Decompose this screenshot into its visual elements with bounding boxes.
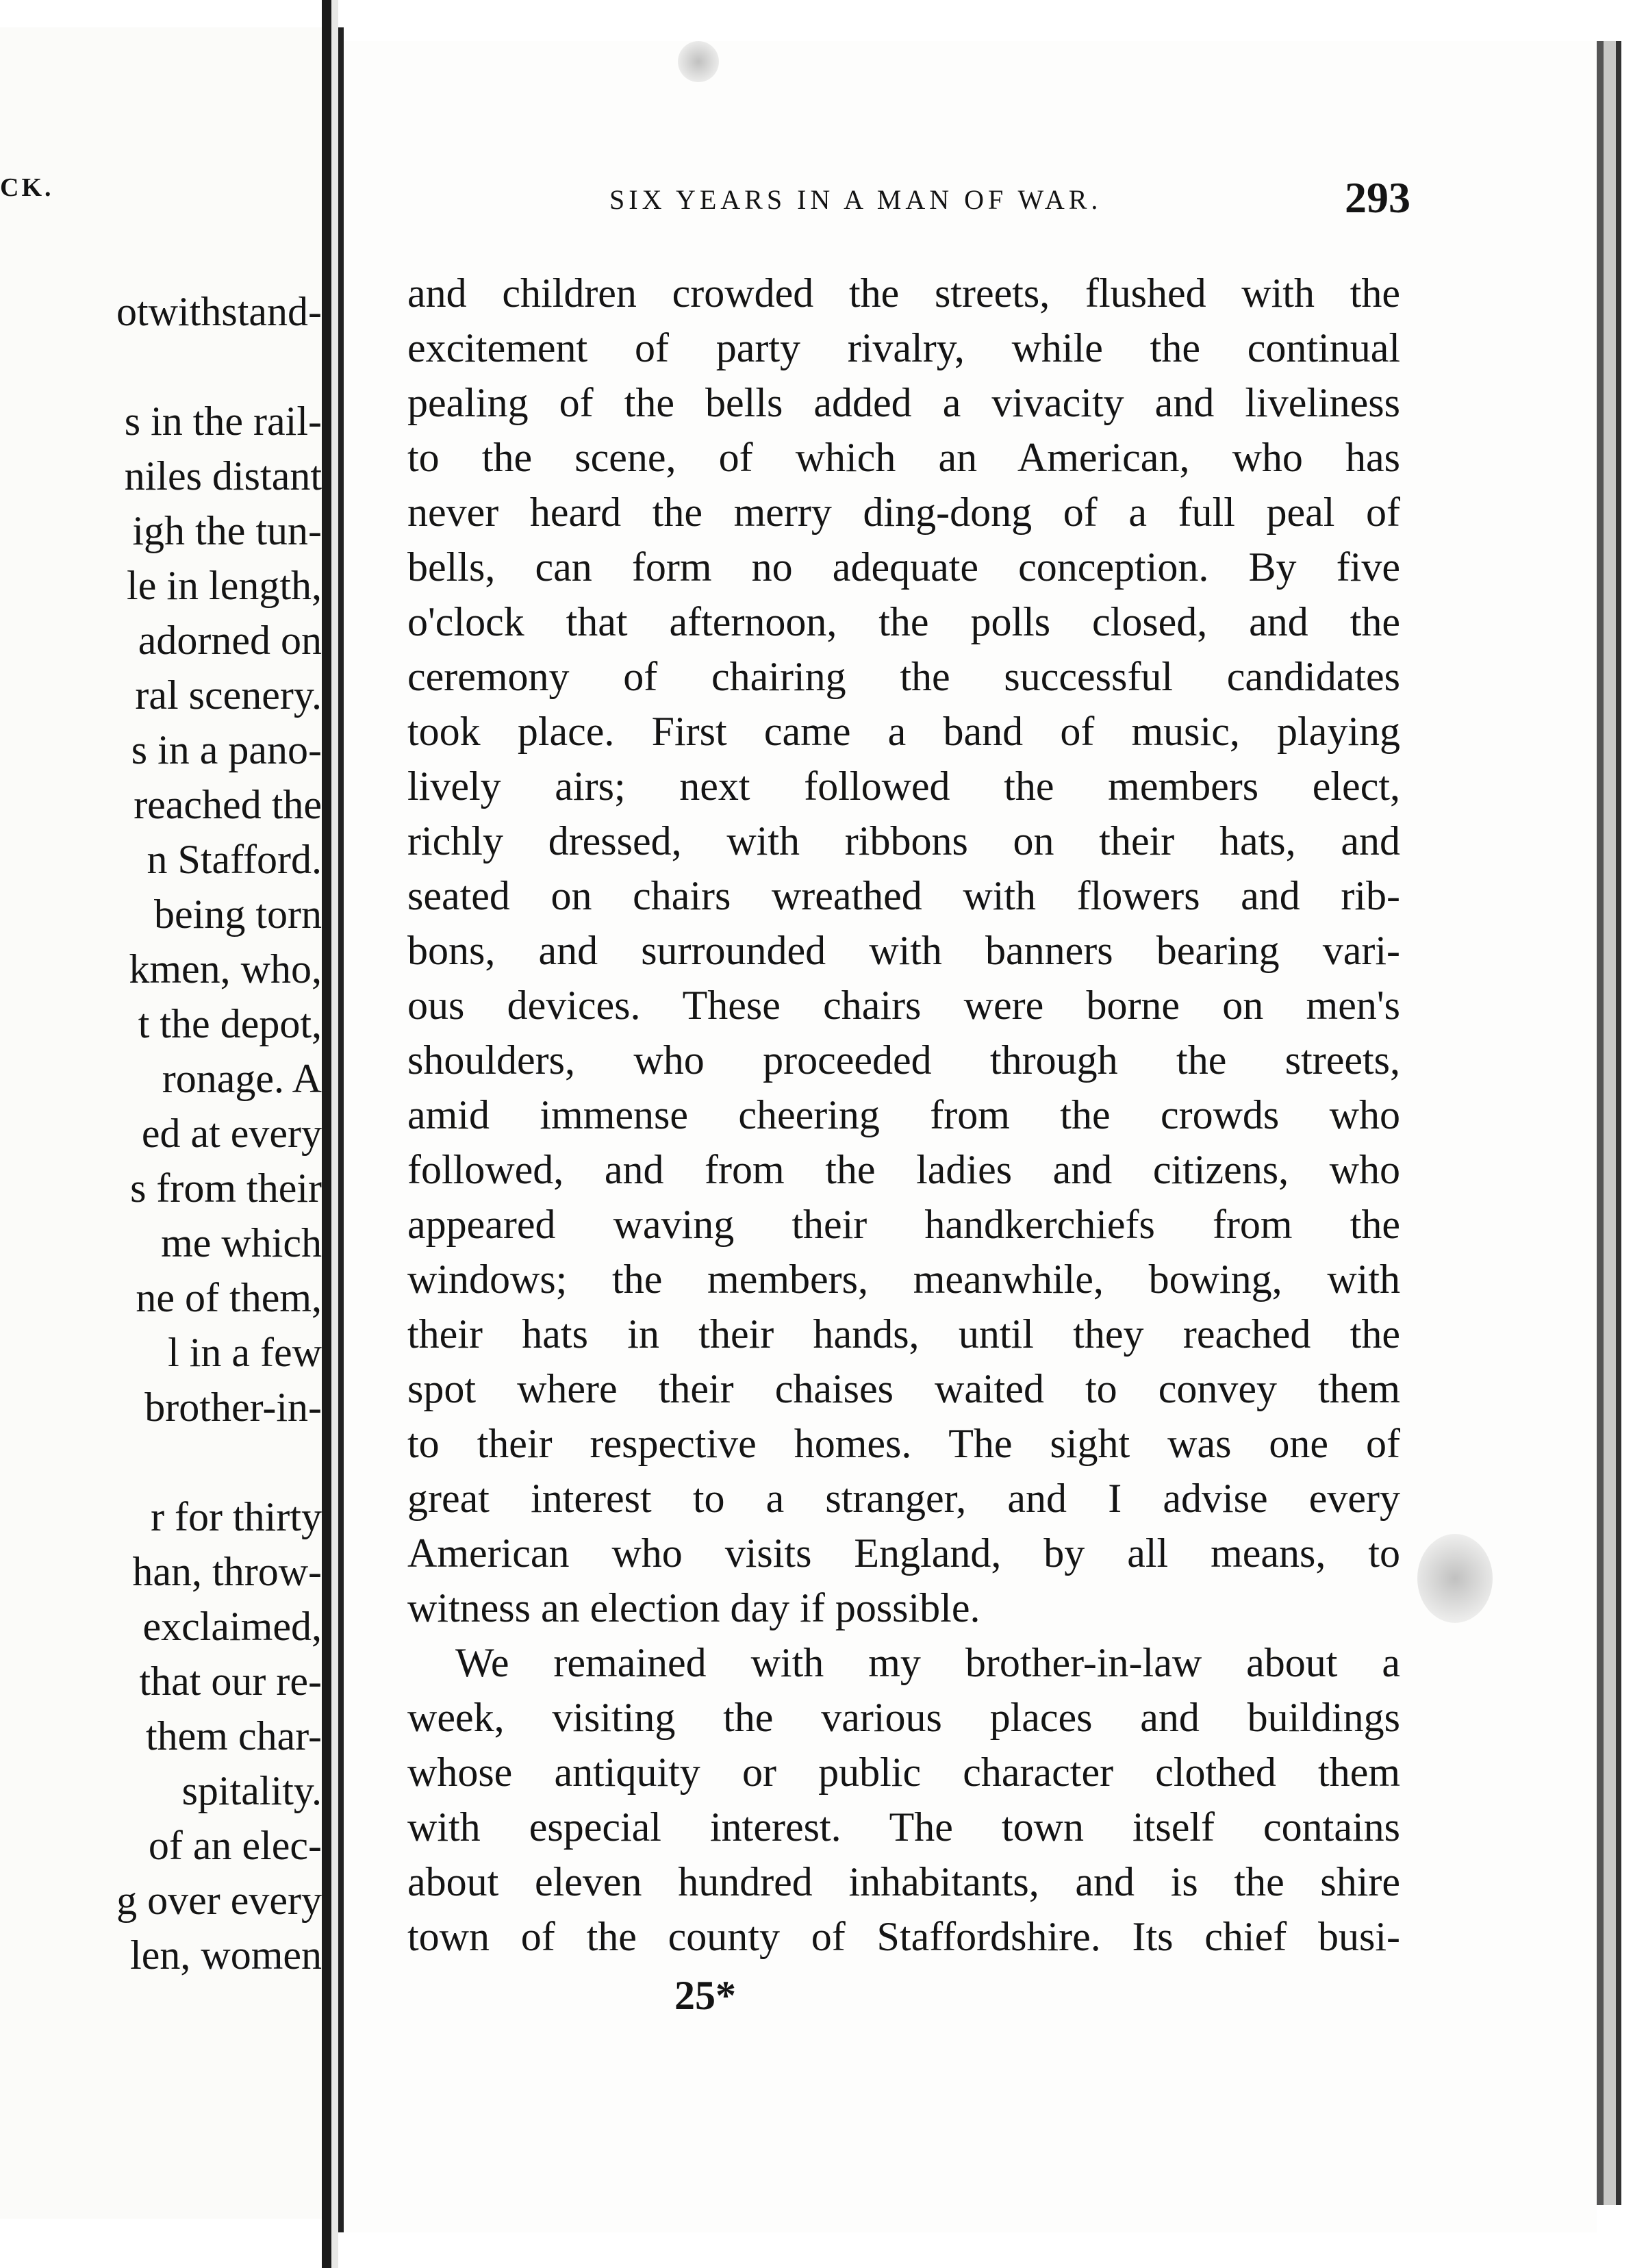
text-line: to their respective homes. The sight was one of <box>407 1421 1400 1466</box>
page-edge <box>1597 41 1604 2205</box>
left-text-line: s from their <box>130 1166 322 1211</box>
text-line: windows; the members, meanwhile, bowing, with <box>407 1257 1400 1302</box>
text-line: spot where their chaises waited to convey them <box>407 1366 1400 1411</box>
left-text-line: being torn <box>154 892 322 937</box>
scan-smudge <box>1417 1534 1493 1623</box>
text-line: week, visiting the various places and buildings <box>407 1695 1400 1740</box>
book-gutter-gap <box>331 0 338 2268</box>
text-line: and children crowded the streets, flushed with the <box>407 270 1400 316</box>
left-text-line: s in the rail- <box>124 399 322 444</box>
text-line: to the scene, of which an American, who has <box>407 435 1400 480</box>
left-text-line: g over every <box>116 1878 322 1923</box>
left-text-line: igh the tun- <box>132 508 322 553</box>
text-line: ous devices. These chairs were borne on men's <box>407 983 1400 1028</box>
page-edge-stack <box>1604 41 1616 2205</box>
text-line: town of the county of Staffordshire. Its chief busi- <box>407 1914 1400 1959</box>
left-text-line: r for thirty <box>151 1494 322 1539</box>
scan-smudge <box>678 41 719 82</box>
left-text-line: ronage. A <box>162 1056 322 1101</box>
text-line: richly dressed, with ribbons on their hats, and <box>407 818 1400 864</box>
left-facing-page <box>0 27 322 2219</box>
text-line: bons, and surrounded with banners bearing vari- <box>407 928 1400 973</box>
left-text-line: s in a pano- <box>131 727 322 772</box>
left-running-head: CK. <box>0 173 54 202</box>
left-text-line: otwithstand- <box>116 289 322 334</box>
text-line: followed, and from the ladies and citizens, who <box>407 1147 1400 1192</box>
left-text-line: t the depot, <box>138 1001 322 1046</box>
left-text-line: len, women <box>130 1932 322 1978</box>
left-text-line <box>0 339 322 394</box>
left-page-text <box>0 284 322 1982</box>
text-line: took place. First came a band of music, playing <box>407 709 1400 754</box>
text-line: excitement of party rivalry, while the continual <box>407 325 1400 370</box>
text-line: whose antiquity or public character clothed them <box>407 1750 1400 1795</box>
text-line: lively airs; next followed the members elect, <box>407 764 1400 809</box>
book-gutter <box>322 0 331 2268</box>
text-line: shoulders, who proceeded through the streets, <box>407 1037 1400 1083</box>
book-gutter-edge <box>338 27 344 2232</box>
left-text-line: ed at every <box>141 1111 322 1156</box>
left-text-line: spitality. <box>181 1768 322 1813</box>
text-line: pealing of the bells added a vivacity and liveliness <box>407 380 1400 425</box>
left-text-line: n Stafford. <box>147 837 322 882</box>
left-text-line: brother-in- <box>144 1385 322 1430</box>
left-text-line <box>0 1435 322 1489</box>
signature-mark: 25* <box>674 1973 736 2018</box>
left-text-line: them char- <box>146 1713 322 1759</box>
left-text-line: ne of them, <box>136 1275 322 1320</box>
left-text-line: exclaimed, <box>142 1604 322 1649</box>
text-line: amid immense cheering from the crowds who <box>407 1092 1400 1137</box>
left-text-line: adorned on <box>138 618 322 663</box>
running-head: SIX YEARS IN A MAN OF WAR. <box>609 184 1102 215</box>
text-line: seated on chairs wreathed with flowers and rib- <box>407 873 1400 918</box>
left-text-line: that our re- <box>139 1659 322 1704</box>
text-line: great interest to a stranger, and I advise every <box>407 1476 1400 1521</box>
left-text-line: han, throw- <box>132 1549 322 1594</box>
left-text-line: me which <box>161 1220 322 1265</box>
text-line: about eleven hundred inhabitants, and is the shire <box>407 1859 1400 1904</box>
body-text <box>407 266 1400 1964</box>
text-line: American who visits England, by all means, to <box>407 1530 1400 1576</box>
left-text-line: of an elec- <box>148 1823 322 1868</box>
left-text-line: ral scenery. <box>135 672 322 718</box>
left-text-line: niles distant <box>124 453 322 499</box>
text-line: bells, can form no adequate conception. By five <box>407 544 1400 590</box>
text-line: ceremony of chairing the successful candidates <box>407 654 1400 699</box>
left-text-line: le in length, <box>127 563 322 608</box>
left-text-line: kmen, who, <box>129 946 322 992</box>
text-line: their hats in their hands, until they reached the <box>407 1311 1400 1357</box>
left-text-line: l in a few <box>168 1330 322 1375</box>
text-line: appeared waving their handkerchiefs from the <box>407 1202 1400 1247</box>
text-line: witness an election day if possible. <box>407 1585 980 1630</box>
left-text-line: reached the <box>134 782 322 827</box>
page-number: 293 <box>1345 173 1410 222</box>
text-line: We remained with my brother-in-law about a <box>455 1640 1400 1685</box>
text-line: never heard the merry ding-dong of a full peal of <box>407 490 1400 535</box>
text-line: o'clock that afternoon, the polls closed, and the <box>407 599 1400 644</box>
text-line: with especial interest. The town itself contains <box>407 1804 1400 1850</box>
page-edge-outer <box>1616 41 1621 2205</box>
